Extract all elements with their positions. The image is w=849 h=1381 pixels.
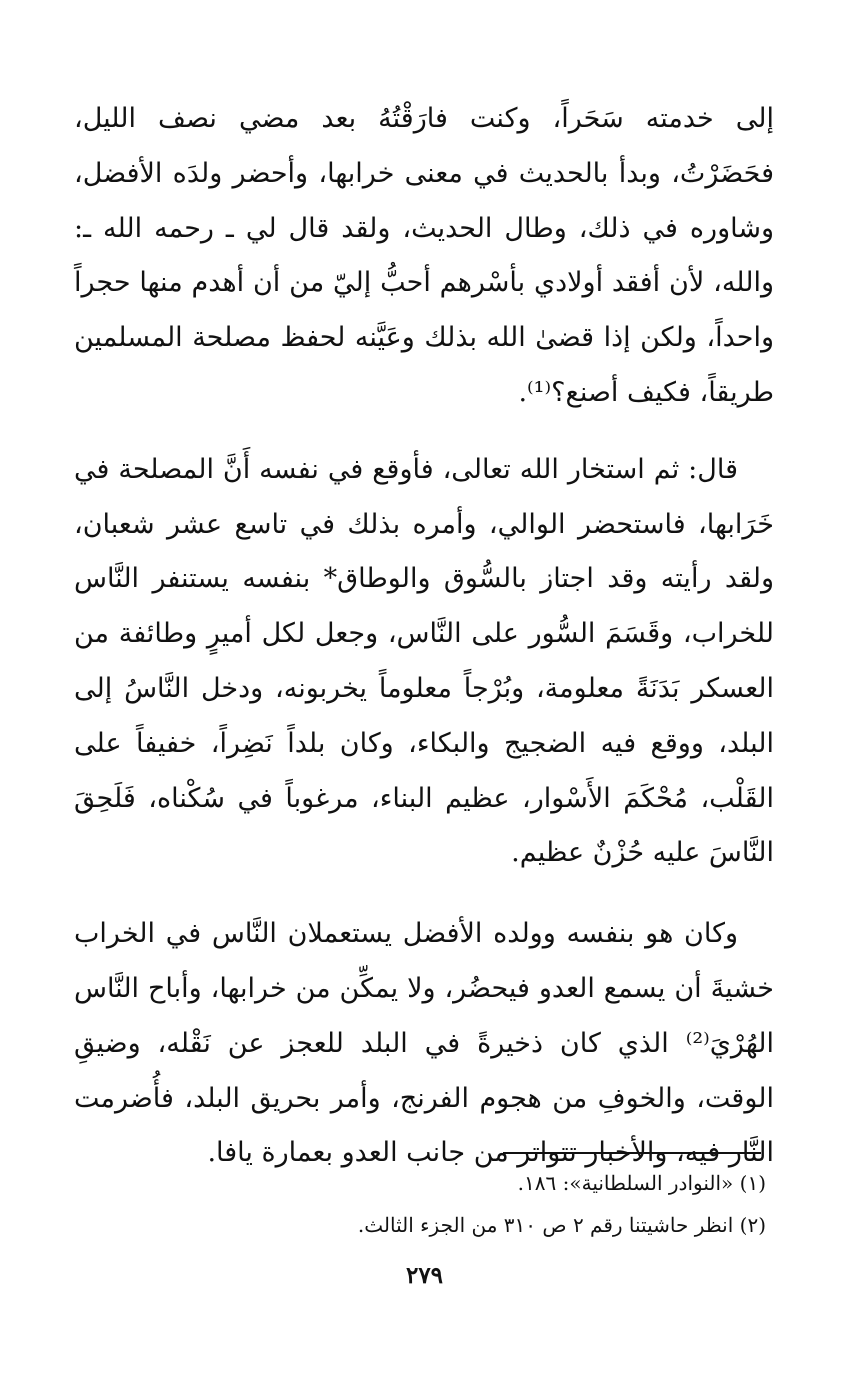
paragraph-2: قال: ثم استخار الله تعالى، فأوقع في نفسه أَنَّ المصلحة في خَرَابها، فاستحضر الوالي، وأمره بذلك في تاسع عشر شعبان، ولقد رأيته وقد اجتاز بالسُّوق والوطاق* بنفسه يستنفر النَّاس للخراب، وقَسَمَ السُّور على النَّاس، وجعل لكل أميرٍ وطائفة من العسكر بَدَنَةً معلومة، وبُرْجاً معلوماً يخربونه، ودخل النَّاسُ إلى البلد، ووقع فيه الضجيج والبكاء، وكان بلداً نَضِراً، خفيفاً على القَلْب، مُحْكَمَ الأَسْوار، عظيم البناء، مرغوباً في سُكْناه، فَلَحِقَ النَّاسَ عليه حُزْنٌ عظيم. [74,453,774,869]
footnotes [74,1162,766,1246]
page-number: ٢٧٩ [405,1262,444,1289]
main-text [74,92,774,1181]
footnote-2: (٢) انظر حاشيتنا رقم ٢ ص ٣١٠ من الجزء الثالث. [357,1213,766,1237]
paragraph-3: وكان هو بنفسه وولده الأفضل يستعملان النَّاس في الخراب خشيةَ أن يسمع العدو فيحضُر، ولا يمكِّن من خرابها، وأباح النَّاس الهُرْيَ⁽²⁾ الذي كان ذخيرةً في البلد للعجز عن نَقْله، وضيقِ الوقت، والخوفِ من هجوم الفرنج، وأمر بحريق البلد، فأُضرمت النَّار فيه، والأخبار تتواتر من جانب العدو بعمارة يافا. [74,918,774,1169]
footnote-divider [503,1152,761,1154]
footnote-1: (١) «النوادر السلطانية»: ١٨٦. [517,1171,766,1195]
paragraph-1: إلى خدمته سَحَراً، وكنت فارَقْتُهُ بعد مضي نصف الليل، فحَضَرْتُ، وبدأ بالحديث في معنى خرابها، وأحضر ولدَه الأفضل، وشاوره في ذلك، وطال الحديث، ولقد قال لي ـ رحمه الله ـ: والله، لأن أفقد أولادي بأسْرهم أحبُّ إليّ من أن أهدم منها حجراً واحداً، ولكن إذا قضىٰ الله بذلك وعَيَّنه لحفظ مصلحة المسلمين طريقاً، فكيف أصنع؟⁽¹⁾. [74,103,774,408]
